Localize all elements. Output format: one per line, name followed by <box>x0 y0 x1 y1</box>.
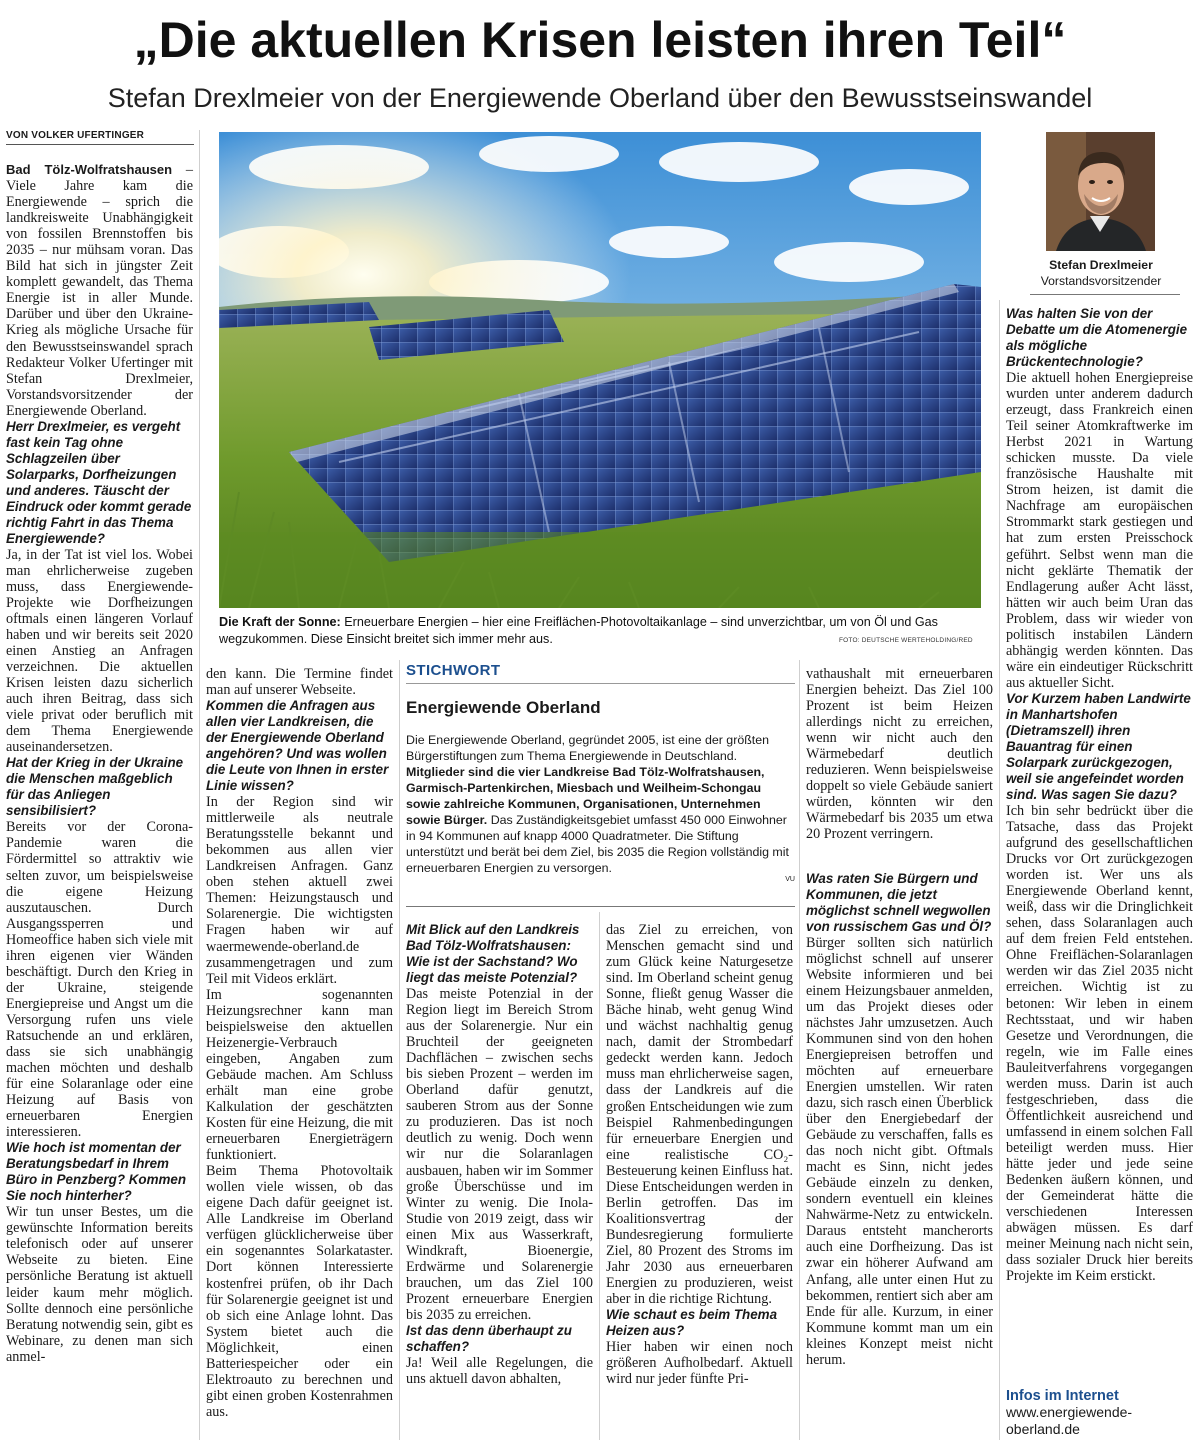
portrait-image <box>1046 132 1155 251</box>
question: Ist das denn überhaupt zu schaffen? <box>406 1322 572 1354</box>
stichwort-text-2: Das Zuständigkeitsgebiet umfasst 450 000 Einwohner in 94 Kommunen auf knapp 4000 Quadratmeter. Die Stiftung unterstützt und berät bei dem Ziel, bis 2035 die Region vollständig mit erneuerbaren Energien zu versorgen. <box>406 813 789 876</box>
answer: den kann. Die Termine findet man auf unserer Webseite. <box>206 666 393 699</box>
stichwort-signature: VU <box>785 876 795 884</box>
infos-url-2: oberland.de <box>1006 1421 1080 1437</box>
column-rule <box>599 912 600 1440</box>
question: Hat der Krieg in der Ukraine die Menschen maßgeblich für das Anliegen sensibilisiert? <box>6 755 184 819</box>
portrait-role: Vorstandsvorsitzender <box>1040 274 1162 288</box>
article-column-5 <box>806 666 993 1368</box>
answer: Ich bin sehr bedrückt über die Tatsache, dass das Projekt aufgrund des gesellschaftlichen Drucks vor Ort zurückgezogen worden ist. Wer uns als Energiewende Oberland kennt, weiß, dass wir die Dringlichkeit sehen, dass Solaranlagen auch auf dem freien Feld entstehen. Ohne Freiflächen-Solaranlagen werden wir das Ziel 2035 nicht erreichen. Wichtig ist zu betonen: Wir leben in einem Rechtsstaat, und wir haben Gesetze und Verordnungen, die regeln, wie im Falle eines Bauleitverfahrens vorgegangen werden muss. Darin ist auch festgeschrieben, dass die Öffentlichkeit ausreichend und umfassend in einem solchen Fall beteiligt werden muss. Hier hätte jeder und jede seine Bedenken äußern können, und der Gemeinderat hätte die verschiedenen Interessen abwägen müssen. Es darf meiner Meinung nach nicht sein, dass sozialer Druck hier bereits Projekte im Keim erstickt. <box>1006 802 1193 1285</box>
answer: Das meiste Potenzial in der Region liegt im Bereich Strom aus der Solarenergie. Nur ein Bruchteil der geeigneten Dachflächen – zwischen sechs bis sieben Prozent – werden im Oberland dafür genutzt, sauberen Strom aus der Sonne zu produzieren. Das ist noch deutlich zu wenig. Doch wenn wir nur die Solaranlagen ausbauen, haben wir im Sommer große Überschüsse und im Winter zu wenig. Die Inola-Studie von 2019 zeigt, dass wir einen Mix aus Wasserkraft, Windkraft, Bioenergie, Erdwärme und Solarenergie brauchen, um das Ziel 100 Prozent erneuerbare Energien bis 2035 zu erreichen. <box>406 986 593 1323</box>
portrait-name: Stefan Drexlmeier <box>1049 258 1153 272</box>
question: Was raten Sie Bürgern und Kommunen, die jetzt möglichst schnell wegwollen von russischem Gas und Öl? <box>806 870 992 934</box>
caption-text: Erneuerbare Energien – hier eine Freiflächen-Photovoltaikanlage – sind unverzichtbar, um von Öl und Gas wegzukommen. Diese Einsicht breitet sich immer mehr aus. <box>219 615 938 646</box>
answer: Wir tun unser Bestes, um die gewünschte Information bereits telefonisch oder auf unserer Webseite zu bieten. Eine persönliche Beratung ist aktuell leider kaum mehr möglich. Sollte dennoch eine persönliche Beratung notwendig sein, gibt es Webinare, zu denen man sich anmel- <box>6 1204 193 1365</box>
article-column-6 <box>1006 306 1193 1284</box>
intro-place: Bad Tölz-Wolfratshausen <box>6 162 173 177</box>
headline: „Die aktuellen Krisen leisten ihren Teil“ <box>133 12 1067 68</box>
solar-park-photo <box>219 132 981 608</box>
stichwort-text-1: Die Energiewende Oberland, gegründet 2005, ist eine der größten Bürgerstiftungen zum Thema Energiewende in Deutschland. <box>406 733 770 764</box>
answer: Beim Thema Photovoltaik wollen viele wissen, ob das eigene Dach dafür geeignet ist. Alle Landkreise im Oberland verfügen glücklicherweise über ein sogenanntes Solarkataster. Dort können Interessierte kostenfrei prüfen, ob ihr Dach für Solarenergie geeignet ist und ob sich eine Anlage lohnt. Das System bietet auch die Möglichkeit, einen Batteriespeicher oder ein Elektroauto zu berechnen und gibt einen groben Kostenrahmen aus. <box>206 1163 393 1420</box>
article-column-1 <box>6 162 193 1365</box>
intro-paragraph <box>6 162 193 419</box>
answer: vathaushalt mit erneuerbaren Energien beheizt. Das Ziel 100 Prozent ist beim Heizen allerdings nicht zu erreichen, wenn wir nicht auch den Wärmebedarf deutlich reduzieren. Wenn beispielsweise doppelt so viele Gebäude saniert würden, könnten wir den Wärmebedarf bis 2035 um etwa 20 Prozent verringern. <box>806 666 993 843</box>
article-column-2 <box>206 666 393 1420</box>
infos-heading: Infos im Internet <box>1006 1388 1119 1404</box>
solar-panels-image <box>219 132 981 608</box>
subline: Stefan Drexlmeier von der Energiewende Oberland über den Bewusstseinswandel <box>107 83 1093 113</box>
column-rule <box>799 660 800 1440</box>
portrait-photo <box>1046 132 1155 251</box>
photo-credit: FOTO: DEUTSCHE WERTEHOLDING/RED <box>839 637 973 644</box>
column-rule <box>199 130 200 1440</box>
answer: Ja, in der Tat ist viel los. Wobei man ehrlicherweise zugeben muss, dass Energiewende-Projekte wie Dorfheizungen oftmals einen längeren Vorlauf haben und wir bereits seit 2020 einen Anstieg an Anfragen verzeichnen. Die aktuellen Krisen leisten dazu sicherlich auch ihren Beitrag, dass sich viele privat oder beruflich mit dem Thema Energiewende auseinandersetzen. <box>6 546 193 756</box>
column-rule <box>399 660 400 1440</box>
question: Herr Drexlmeier, es vergeht fast kein Tag ohne Schlagzeilen über Solarparks, Dorfheizungen und anderes. Täuscht der Eindruck oder kommt gerade richtig Fahrt in das Thema Energiewende? <box>6 418 192 546</box>
article-column-3 <box>406 922 593 1387</box>
stichwort-text <box>406 732 795 876</box>
question: Was halten Sie von der Debatte um die Atomenergie als mögliche Brückentechnologie? <box>1006 306 1188 369</box>
stichwort-title: Energiewende Oberland <box>406 698 601 717</box>
column-rule <box>999 300 1000 1440</box>
infos-url-1: www.energiewende- <box>1006 1404 1133 1420</box>
question: Mit Blick auf den Landkreis Bad Tölz-Wolfratshausen: Wie ist der Sachstand? Wo liegt das meiste Potenzial? <box>406 922 580 985</box>
question: Wie hoch ist momentan der Beratungsbedarf in Ihrem Büro in Penzberg? Kommen Sie noch hinterher? <box>6 1140 187 1204</box>
answer: Bürger sollten sich natürlich möglichst schnell auf unserer Website informieren und bei einem Heizungsbauer anmelden, um das Projekt dieses oder nächstes Jahr umzusetzen. Auch Kommunen sind von den hohen Energiepreisen betroffen und möchten auf erneuerbare Energien umstellen. Wir raten dazu, sich rasch einen Überblick über den Energiebedarf der Gebäude zu verschaffen, falls es das noch nicht gibt. Oftmals macht es Sinn, nicht jedes Gebäude einzeln zu denken, sondern eventuell ein kleines Nahwärme-Netz zu entwickeln. Daraus entsteht mancherorts auch eine Dorfheizung. Das ist zwar ein höherer Aufwand am Anfang, alle unter einen Hut zu bekommen, rentiert sich aber am Ende für alle. Kurzum, in einer Kommune kommt man um ein kleines Konzept meist nicht herum. <box>806 934 993 1368</box>
stichwort-box <box>406 662 795 883</box>
answer: Hier haben wir einen noch größeren Aufholbedarf. Aktuell wird nur jeder fünfte Pri- <box>606 1339 793 1388</box>
answer: das Ziel zu erreichen, von Menschen gemacht sind und zum Glück keine Naturgesetze sind. Im Oberland scheint genug Sonne, fließt genug Wasser die Bäche hinab, weht genug Wind und wächst nachhaltig genug nach, damit der Strombedarf gedeckt werden kann. Jedoch muss man ehrlicherweise sagen, dass der Landkreis auf die großen Entscheidungen wie zum Beispiel Rahmenbedingungen für erneuerbare Energien und eine realistische CO₂-Besteuerung keinen Einfluss hat. Diese Entscheidungen werden in Berlin getroffen. Das im Koalitionsvertrag der Bundesregierung formulierte Ziel, 80 Prozent des Stroms im Jahr 2030 aus erneuerbaren Energien zu produzieren, weist aber in die richtige Richtung. <box>606 922 793 1308</box>
answer: In der Region sind wir mittlerweile als neutrale Beratungsstelle bekannt und bekommen aus allen vier Landkreisen Anfragen. Ganz oben stehen aktuell zwei Themen: Heizungstausch und Solarenergie. Die wichtigsten Fragen haben wir auf waermewende-oberland.de zusammengetragen und zum Teil mit Videos erklärt. <box>206 794 393 987</box>
question: Vor Kurzem haben Landwirte in Manhartshofen (Dietramszell) ihren Bauantrag für einen Solarpark zurückgezogen, weil sie angefeindet worden sind. Was sagen Sie dazu? <box>1006 690 1191 802</box>
answer: Ja! Weil alle Regelungen, die uns aktuell davon abhalten, <box>406 1354 593 1388</box>
divider <box>1030 294 1180 295</box>
infos-box <box>1006 1388 1196 1438</box>
caption-label: Die Kraft der Sonne: <box>219 615 341 629</box>
article-column-4 <box>606 922 793 1387</box>
divider <box>406 906 795 907</box>
stichwort-kicker: STICHWORT <box>406 662 795 684</box>
intro-text: – Viele Jahre kam die Energiewende – sprich die landkreisweite Unabhängigkeit von fossilen Brennstoffen bis 2035 – nur mühsam voran. Das Bild hat sich in jüngster Zeit komplett gewandelt, das Thema Energie ist in aller Munde. Darüber und über den Ukraine-Krieg als mögliche Ursache für den Bewusstseinswandel sprach Redakteur Volker Ufertinger mit Stefan Drexlmeier, Vorstandsvorsitzender der Energiewende Oberland. <box>6 162 193 419</box>
byline: VON VOLKER UFERTINGER <box>6 130 194 145</box>
question: Wie schaut es beim Thema Heizen aus? <box>606 1307 778 1339</box>
answer: Bereits vor der Corona-Pandemie waren die Fördermittel so attraktiv wie selten zuvor, um beispielsweise die eigene Heizung auszutauschen. Durch Ausgangssperren und Homeoffice haben sich viele mit ihren eigenen vier Wänden beschäftigt. Durch den Krieg in der Ukraine, steigende Energiepreise und Angst um die Versorgung rufen uns viele Ratsuchende an und erklären, dass sie sich unabhängig machen möchten und deshalb für eine Solaranlage oder eine Heizung auf Basis von erneuerbaren Energien interessieren. <box>6 819 193 1141</box>
question: Kommen die Anfragen aus allen vier Landkreisen, die der Energiewende Oberland angehören? Und was wollen die Leute von Ihnen in erster Linie wissen? <box>206 698 389 794</box>
answer: Die aktuell hohen Energiepreise wurden unter anderem dadurch erzeugt, dass Frankreich einen Teil seiner Atomkraftwerke im Herbst 2021 in Wartung schicken musste. Da viele französische Haushalte mit Strom heizen, ist damit die Nachfrage am europäischen Strommarkt stark gestiegen und hat zum ersten Preisschock geführt. Selbst wenn man die nicht geklärte Thematik der Endlagerung außer Acht lässt, hätten wir auch beim Uran das Problem, dass wir wieder von politisch instabilen Ländern abhängig werden könnten. Das wäre ein eindeutiger Rückschritt aus aktueller Sicht. <box>1006 370 1193 691</box>
answer: Im sogenannten Heizungsrechner kann man beispielsweise den aktuellen Heizenergie-Verbrauch eingeben, Angaben zum Gebäude machen. Am Schluss erhält man eine grobe Kalkulation der geschätzten Kosten für eine Heizung, die mit erneuerbaren Energieträgern funktioniert. <box>206 986 393 1164</box>
stichwort-text-bold: Mitglieder sind die vier Landkreise Bad Tölz-Wolfratshausen, Garmisch-Partenkirchen, Miesbach und Weilheim-Schongau sowie zahlreiche Kommunen, Organisationen, Unternehmen sowie Bürger. <box>406 765 765 828</box>
